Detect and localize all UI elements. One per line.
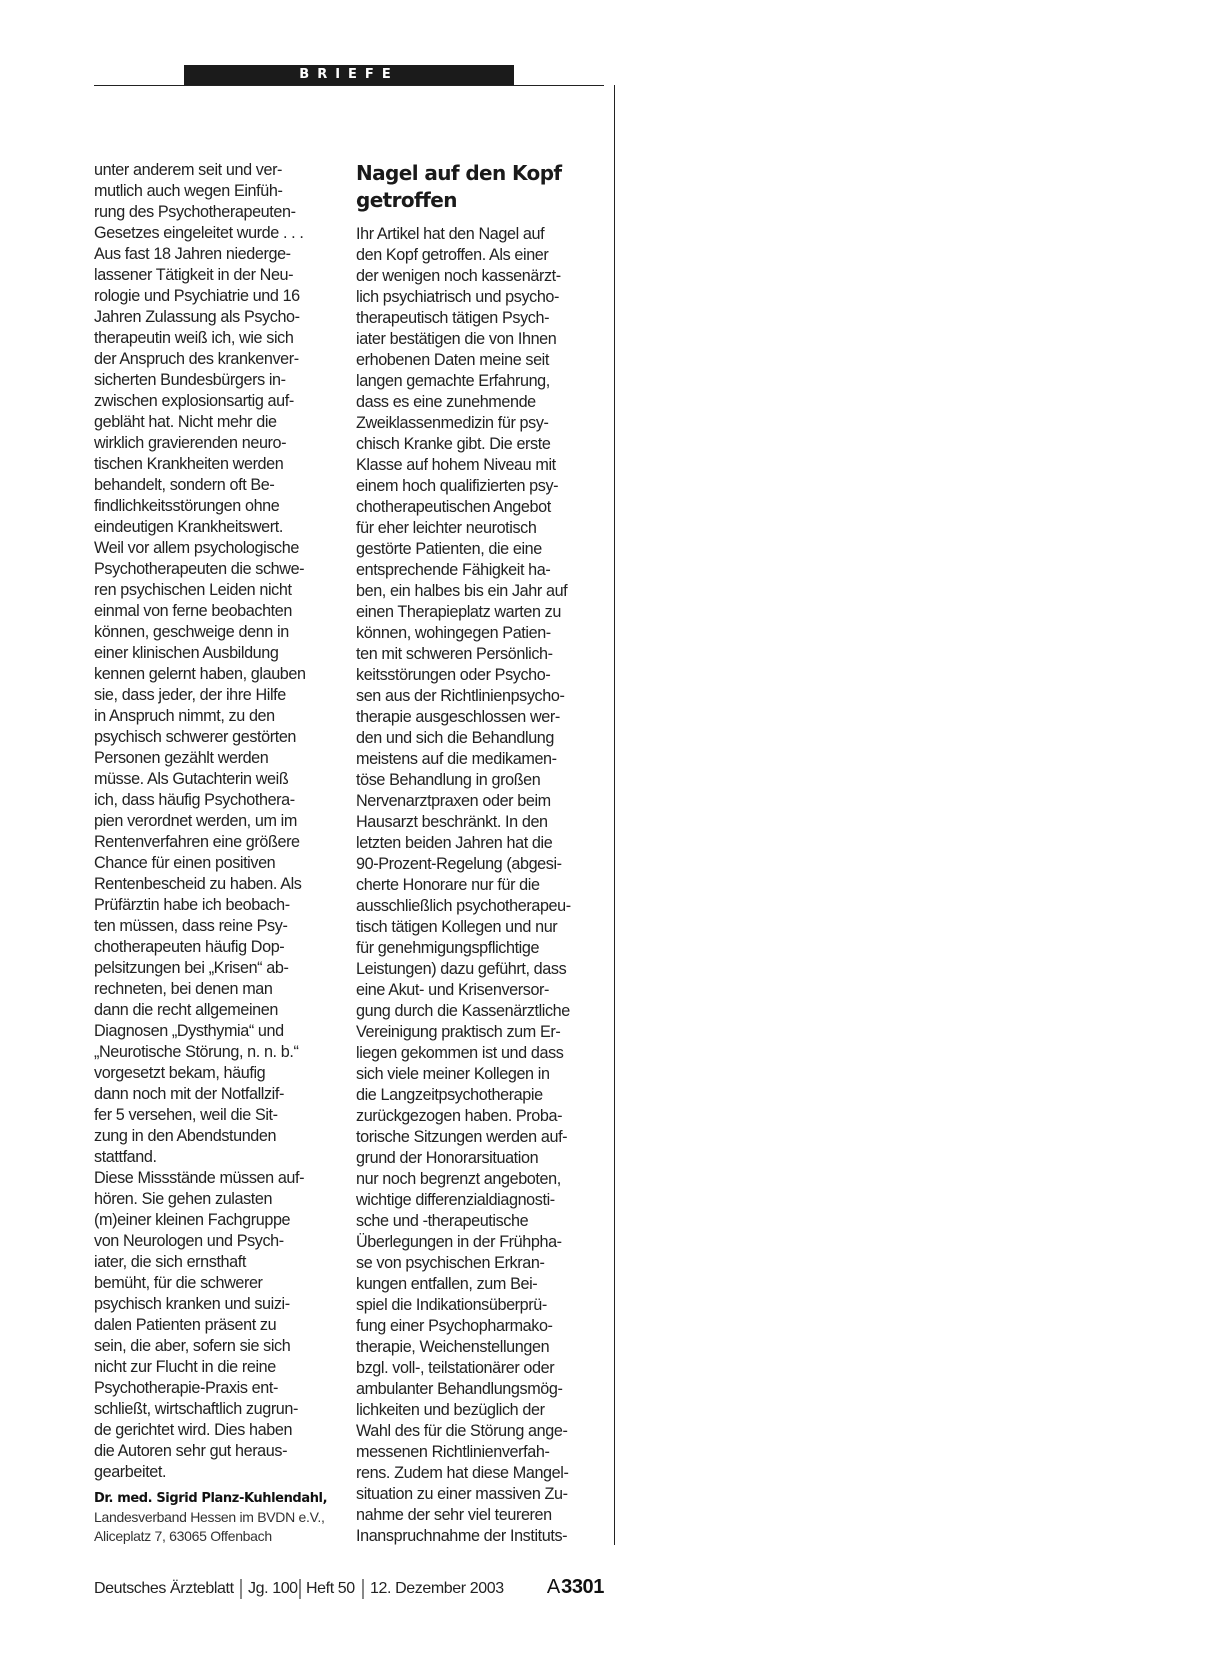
text-line: grund der Honorarsituation (356, 1149, 539, 1167)
text-line: für genehmigungspflichtige (356, 939, 540, 957)
text-line: unter anderem seit und ver- (94, 161, 283, 179)
text-line: ten müssen, dass reine Psy- (94, 917, 288, 935)
text-line: wichtige differenzialdiagnosti- (356, 1191, 555, 1209)
text-line: Ihr Artikel hat den Nagel auf (356, 225, 545, 243)
text-line: gearbeitet. (94, 1463, 167, 1481)
text-line: zwischen explosionsartig auf- (94, 392, 294, 410)
text-line: fer 5 versehen, weil die Sit- (94, 1106, 278, 1124)
text-line: „Neurotische Störung, n. n. b.“ (94, 1043, 299, 1061)
text-line: Hausarzt beschränkt. In den (356, 813, 548, 831)
text-line: lichkeiten und bezüglich der (356, 1401, 545, 1419)
text-line: pelsitzungen bei „Krisen“ ab- (94, 959, 289, 977)
text-line: rens. Zudem hat diese Mangel- (356, 1464, 569, 1482)
text-line: Inanspruchnahme der Instituts- (356, 1527, 568, 1545)
text-line: dalen Patienten präsent zu (94, 1316, 277, 1334)
page-prefix: A (546, 1576, 560, 1598)
text-line: Psychotherapeuten die schwe- (94, 560, 305, 578)
text-line: bzgl. voll-, teilstationärer oder (356, 1359, 555, 1377)
signature-name: Dr. med. Sigrid Planz-Kuhlendahl, (94, 1491, 328, 1506)
text-line: Zweiklassenmedizin für psy- (356, 414, 549, 432)
text-line: rechneten, bei denen man (94, 980, 273, 998)
text-line: findlichkeitsstörungen ohne (94, 497, 280, 515)
text-line: (m)einer kleinen Fachgruppe (94, 1211, 291, 1229)
text-line: zung in den Abendstunden (94, 1127, 277, 1145)
text-line: dann die recht allgemeinen (94, 1001, 278, 1019)
text-line: cherte Honorare nur für die (356, 876, 540, 894)
text-line: Aus fast 18 Jahren niederge- (94, 245, 291, 263)
footer-issue: Heft 50 (306, 1580, 355, 1597)
text-line: 90-Prozent-Regelung (abgesi- (356, 855, 562, 873)
text-line: zurückgezogen haben. Proba- (356, 1107, 563, 1125)
text-line: einmal von ferne beobachten (94, 602, 292, 620)
page-number (547, 1576, 604, 1599)
text-line: therapeutin weiß ich, wie sich (94, 329, 294, 347)
letter-1-body (94, 160, 344, 1483)
text-line: bemüht, für die schwerer (94, 1274, 263, 1292)
letter-2-headline (356, 160, 606, 214)
footer-date: 12. Dezember 2003 (370, 1580, 504, 1597)
text-line: Jahren Zulassung als Psycho- (94, 308, 300, 326)
text-line: gung durch die Kassenärztliche (356, 1002, 570, 1020)
text-line: Gesetzes eingeleitet wurde . . . (94, 224, 304, 242)
text-line: Überlegungen in der Frühpha- (356, 1233, 562, 1251)
text-line: therapie, Weichenstellungen (356, 1338, 550, 1356)
text-line: stattfand. (94, 1148, 157, 1166)
text-line: ausschließlich psychotherapeu- (356, 897, 571, 915)
text-line: wirklich gravierenden neuro- (94, 434, 287, 452)
text-line: behandelt, sondern oft Be- (94, 476, 275, 494)
text-line: Leistungen) dazu geführt, dass (356, 960, 567, 978)
text-line: liegen gekommen ist und dass (356, 1044, 564, 1062)
text-line: ben, ein halbes bis ein Jahr auf (356, 582, 568, 600)
headline-line: getroffen (356, 188, 457, 212)
text-line: sche und -therapeutische (356, 1212, 529, 1230)
text-line: schließt, wirtschaftlich zugrun- (94, 1400, 299, 1418)
text-line: psychisch kranken und suizi- (94, 1295, 290, 1313)
text-line: Psychotherapie-Praxis ent- (94, 1379, 278, 1397)
text-line: den und sich die Behandlung (356, 729, 555, 747)
text-line: entsprechende Fähigkeit ha- (356, 561, 551, 579)
text-line: iater bestätigen die von Ihnen (356, 330, 557, 348)
text-line: ambulanter Behandlungsmög- (356, 1380, 563, 1398)
page-number-value: 3301 (561, 1576, 604, 1598)
text-line: meistens auf die medikamen- (356, 750, 557, 768)
text-line: eindeutigen Krankheitswert. (94, 518, 283, 536)
page-footer (94, 1576, 604, 1604)
text-line: können, wohingegen Patien- (356, 624, 551, 642)
text-line: nur noch begrenzt angeboten, (356, 1170, 561, 1188)
text-line: einem hoch qualifizierten psy- (356, 477, 559, 495)
text-line: nicht zur Flucht in die reine (94, 1358, 276, 1376)
text-line: Nervenarztpraxen oder beim (356, 792, 551, 810)
text-line: vorgesetzt bekam, häufig (94, 1064, 266, 1082)
text-line: eine Akut- und Krisenversor- (356, 981, 550, 999)
text-line: nahme der sehr viel teureren (356, 1506, 552, 1524)
text-line: lassener Tätigkeit in der Neu- (94, 266, 294, 284)
text-line: einen Therapieplatz warten zu (356, 603, 561, 621)
letter-column-1 (94, 160, 344, 1546)
text-line: Weil vor allem psychologische (94, 539, 299, 557)
section-header: BRIEFE (184, 65, 514, 85)
text-line: therapie ausgeschlossen wer- (356, 708, 560, 726)
text-line: den Kopf getroffen. Als einer (356, 246, 549, 264)
text-line: Diagnosen „Dysthymia“ und (94, 1022, 284, 1040)
text-line: Chance für einen positiven (94, 854, 276, 872)
text-line: der wenigen noch kassenärzt- (356, 267, 561, 285)
text-line: die Autoren sehr gut heraus- (94, 1442, 288, 1460)
text-line: Diese Missstände müssen auf- (94, 1169, 305, 1187)
text-line: gestörte Patienten, die eine (356, 540, 542, 558)
letter-column-2 (356, 160, 606, 1547)
text-line: Prüfärztin habe ich beobach- (94, 896, 290, 914)
text-line: psychisch schwerer gestörten (94, 728, 297, 746)
text-line: torische Sitzungen werden auf- (356, 1128, 568, 1146)
text-line: mutlich auch wegen Einfüh- (94, 182, 283, 200)
headline-line: Nagel auf den Kopf (356, 161, 562, 185)
text-line: sen aus der Richtlinienpsycho- (356, 687, 565, 705)
text-line: rung des Psychotherapeuten- (94, 203, 296, 221)
text-line: lich psychiatrisch und psycho- (356, 288, 560, 306)
text-line: die Langzeitpsychotherapie (356, 1086, 543, 1104)
text-line: Rentenverfahren eine größere (94, 833, 300, 851)
letter-2-body (356, 224, 606, 1547)
text-line: sein, die aber, sofern sie sich (94, 1337, 291, 1355)
text-line: sie, dass jeder, der ihre Hilfe (94, 686, 286, 704)
text-line: ten mit schweren Persönlich- (356, 645, 553, 663)
text-line: Wahl des für die Störung ange- (356, 1422, 568, 1440)
text-line: chisch Kranke gibt. Die erste (356, 435, 551, 453)
text-line: se von psychischen Erkran- (356, 1254, 545, 1272)
text-line: sich viele meiner Kollegen in (356, 1065, 550, 1083)
footer-separator (240, 1579, 242, 1599)
text-line: hören. Sie gehen zulasten (94, 1190, 273, 1208)
text-line: können, geschweige denn in (94, 623, 289, 641)
text-line: kungen entfallen, zum Bei- (356, 1275, 538, 1293)
text-line: ich, dass häufig Psychothera- (94, 791, 295, 809)
text-line: ren psychischen Leiden nicht (94, 581, 292, 599)
text-line: Klasse auf hohem Niveau mit (356, 456, 556, 474)
text-line: situation zu einer massiven Zu- (356, 1485, 568, 1503)
letter-1-signature (94, 1489, 344, 1546)
footer-separator (299, 1579, 301, 1599)
footer-volume: Jg. 100 (248, 1580, 298, 1597)
text-line: chotherapeutischen Angebot (356, 498, 551, 516)
signature-affiliation: Landesverband Hessen im BVDN e.V., (94, 1509, 325, 1525)
footer-separator (362, 1579, 364, 1599)
text-line: erhobenen Daten meine seit (356, 351, 549, 369)
text-line: in Anspruch nimmt, zu den (94, 707, 275, 725)
text-line: dass es eine zunehmende (356, 393, 536, 411)
text-line: langen gemachte Erfahrung, (356, 372, 550, 390)
text-line: für eher leichter neurotisch (356, 519, 537, 537)
text-line: von Neurologen und Psych- (94, 1232, 284, 1250)
text-line: messenen Richtlinienverfah- (356, 1443, 550, 1461)
signature-address: Aliceplatz 7, 63065 Offenbach (94, 1528, 272, 1544)
text-line: keitsstörungen oder Psycho- (356, 666, 551, 684)
text-line: gebläht hat. Nicht mehr die (94, 413, 277, 431)
text-line: kennen gelernt haben, glauben (94, 665, 306, 683)
header-rule (94, 85, 604, 86)
text-line: der Anspruch des krankenver- (94, 350, 299, 368)
text-line: müsse. Als Gutachterin weiß (94, 770, 289, 788)
text-line: sicherten Bundesbürgers in- (94, 371, 286, 389)
text-line: fung einer Psychopharmako- (356, 1317, 553, 1335)
text-line: chotherapeuten häufig Dop- (94, 938, 285, 956)
text-line: de gerichtet wird. Dies haben (94, 1421, 293, 1439)
text-line: Rentenbescheid zu haben. Als (94, 875, 302, 893)
text-line: spiel die Indikationsüberprü- (356, 1296, 547, 1314)
text-line: Vereinigung praktisch zum Er- (356, 1023, 561, 1041)
footer-journal: Deutsches Ärzteblatt (94, 1580, 234, 1597)
text-line: tischen Krankheiten werden (94, 455, 284, 473)
text-line: tisch tätigen Kollegen und nur (356, 918, 558, 936)
text-line: rologie und Psychiatrie und 16 (94, 287, 300, 305)
text-line: dann noch mit der Notfallzif- (94, 1085, 284, 1103)
text-line: iater, die sich ernsthaft (94, 1253, 246, 1271)
column-rule (614, 85, 615, 1545)
text-line: Personen gezählt werden (94, 749, 269, 767)
text-line: letzten beiden Jahren hat die (356, 834, 553, 852)
text-line: therapeutisch tätigen Psych- (356, 309, 550, 327)
text-line: töse Behandlung in großen (356, 771, 541, 789)
text-line: einer klinischen Ausbildung (94, 644, 279, 662)
text-line: pien verordnet werden, um im (94, 812, 297, 830)
